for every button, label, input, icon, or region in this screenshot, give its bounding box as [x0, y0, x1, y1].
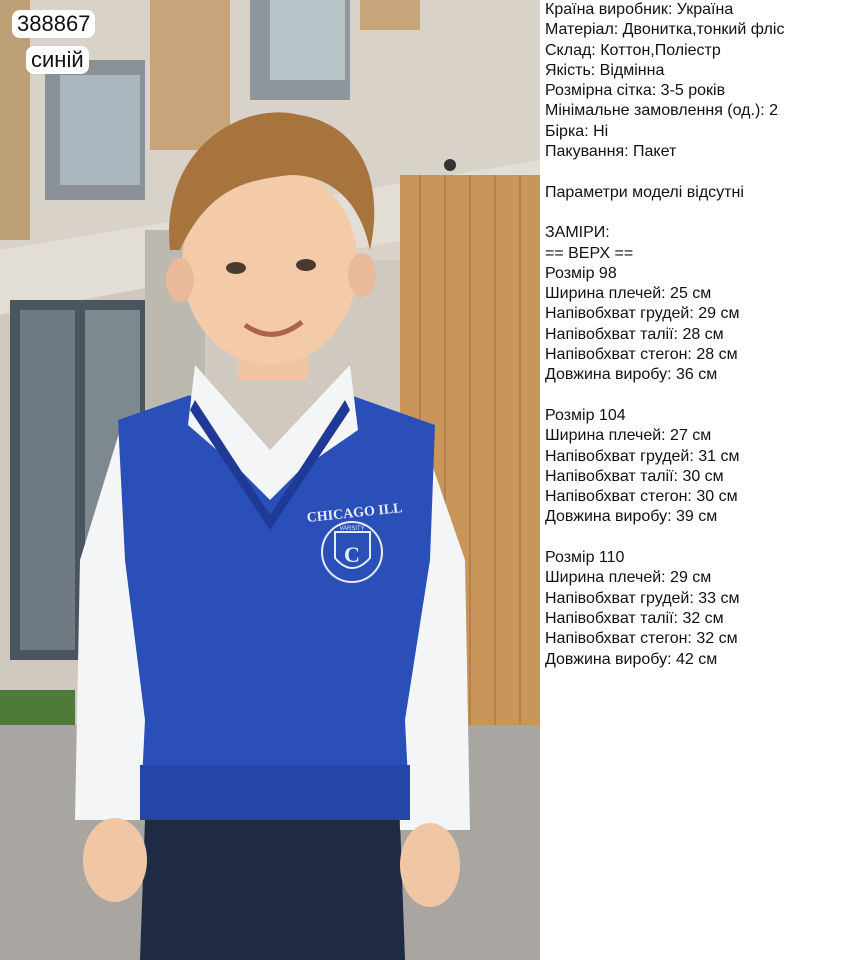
size-title: Розмір 104	[545, 406, 626, 424]
size-length: Довжина виробу: 39 см	[545, 508, 718, 526]
wood-panel	[150, 0, 230, 150]
spec-packaging: Пакування: Пакет	[545, 143, 677, 161]
eye-left	[226, 262, 246, 274]
measurements-title: ЗАМІРИ:	[545, 224, 610, 242]
section-top-heading: == ВЕРХ ==	[545, 244, 634, 262]
size-shoulders: Ширина плечей: 25 см	[545, 285, 712, 303]
size-shoulders: Ширина плечей: 27 см	[545, 427, 712, 445]
logo-text: CHICAGO ILL	[306, 501, 404, 526]
specs-panel	[545, 0, 850, 670]
product-code-badge: 388867	[12, 10, 95, 38]
logo-initial: C	[344, 542, 360, 567]
size-block-110	[545, 548, 850, 670]
size-chest: Напівобхват грудей: 29 см	[545, 305, 740, 323]
spec-min-order: Мінімальне замовлення (од.): 2	[545, 102, 779, 120]
grass	[0, 690, 75, 730]
size-waist: Напівобхват талії: 32 см	[545, 609, 724, 627]
spec-material: Матеріал: Двонитка,тонкий фліс	[545, 21, 785, 39]
spec-quality: Якість: Відмінна	[545, 61, 665, 79]
eye-right	[296, 259, 316, 271]
size-hips: Напівобхват стегон: 28 см	[545, 346, 738, 364]
spec-model-params: Параметри моделі відсутні	[545, 183, 744, 201]
vest-ribbed-hem	[140, 765, 410, 820]
size-block-104	[545, 406, 850, 528]
hand-right	[400, 823, 460, 907]
size-block-98	[545, 264, 850, 386]
size-title: Розмір 98	[545, 264, 617, 282]
color-badge: синій	[26, 46, 89, 74]
logo-subtext: VARSITY	[339, 526, 365, 532]
size-chest: Напівобхват грудей: 31 см	[545, 447, 740, 465]
spec-composition: Склад: Коттон,Поліестр	[545, 41, 721, 59]
size-waist: Напівобхват талії: 28 см	[545, 325, 724, 343]
size-length: Довжина виробу: 42 см	[545, 650, 718, 668]
hand-left	[83, 818, 147, 902]
size-shoulders: Ширина плечей: 29 см	[545, 569, 712, 587]
size-hips: Напівобхват стегон: 30 см	[545, 488, 738, 506]
pants	[140, 820, 405, 960]
size-title: Розмір 110	[545, 549, 625, 567]
spec-country: Країна виробник: Україна	[545, 1, 734, 18]
size-hips: Напівобхват стегон: 32 см	[545, 630, 738, 648]
size-chest: Напівобхват грудей: 33 см	[545, 589, 740, 607]
spec-size-range: Розмірна сітка: 3-5 років	[545, 82, 726, 100]
size-length: Довжина виробу: 36 см	[545, 366, 718, 384]
spec-tag: Бірка: Ні	[545, 122, 609, 140]
size-waist: Напівобхват талії: 30 см	[545, 467, 724, 485]
ceiling-light	[444, 159, 456, 171]
